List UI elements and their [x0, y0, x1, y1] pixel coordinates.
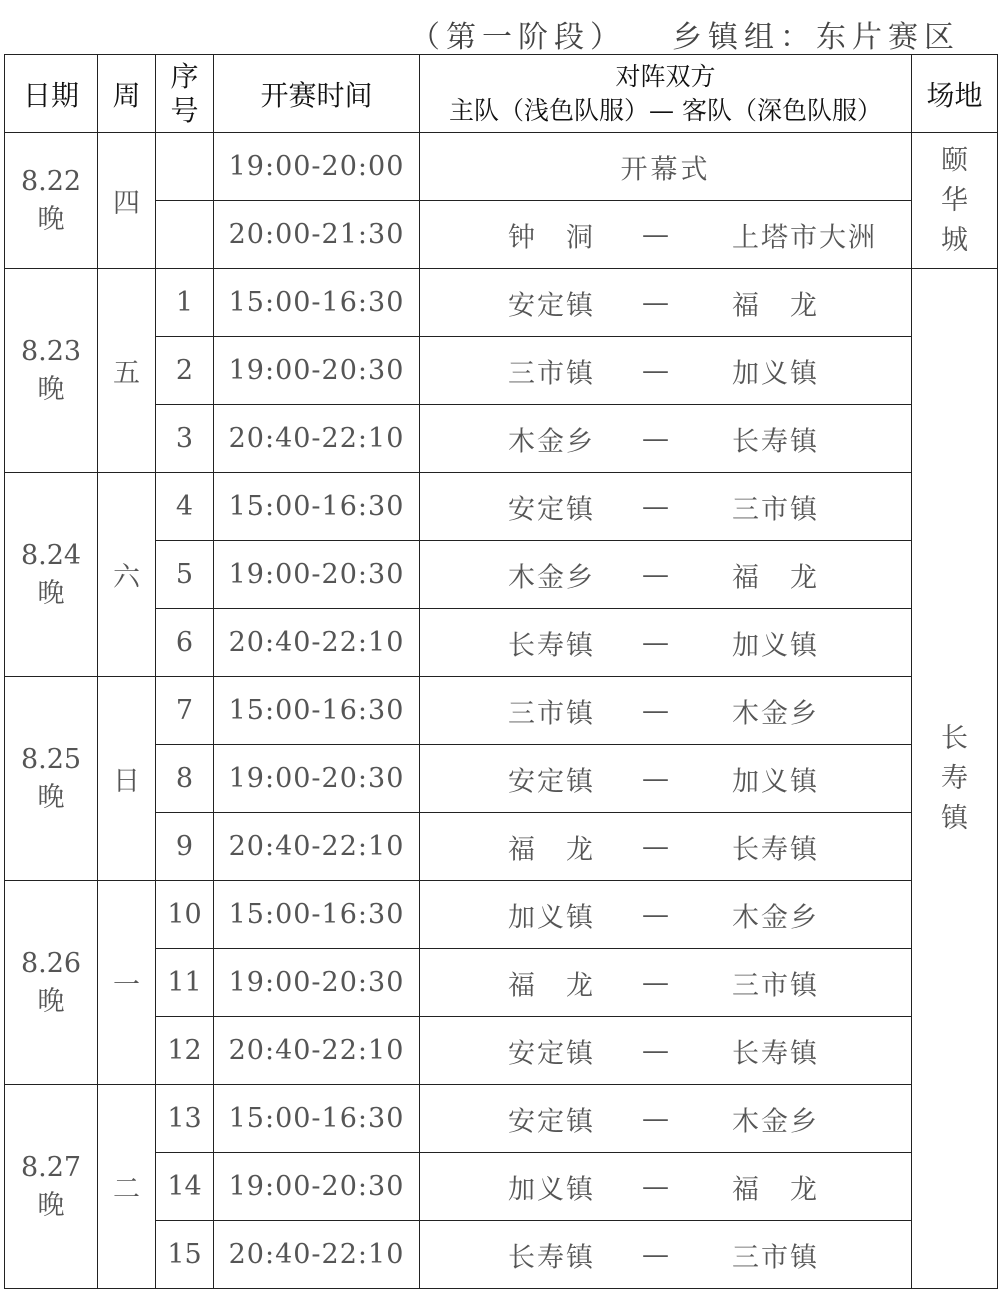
seq-cell: 3 [156, 405, 214, 473]
versus-dash: — [642, 559, 669, 590]
matchup-cell [420, 405, 912, 473]
time-cell: 19:00-20:30 [214, 541, 420, 609]
home-team: 加义镇 [508, 1174, 595, 1205]
away-team: 长寿镇 [732, 834, 819, 865]
group-label: 乡镇组：东片赛区 [672, 20, 960, 55]
away-team: 三市镇 [732, 494, 819, 525]
seq-cell: 2 [156, 337, 214, 405]
home-team: 福 龙 [508, 970, 595, 1001]
date-cell: 8.26 晚 [5, 881, 98, 1085]
seq-cell [156, 201, 214, 269]
column-header-matchup: 对阵双方 主队（浅色队服）— 客队（深色队服） [420, 55, 912, 133]
seq-cell: 6 [156, 609, 214, 677]
time-cell: 15:00-16:30 [214, 677, 420, 745]
venue-cell: 颐 华 城 [912, 133, 998, 269]
seq-cell: 15 [156, 1221, 214, 1289]
table-row [5, 269, 998, 337]
seq-cell: 7 [156, 677, 214, 745]
away-team: 福 龙 [732, 1174, 819, 1205]
matchup-cell [420, 1017, 912, 1085]
versus-dash: — [642, 287, 669, 318]
stage-label: （第一阶段） [410, 20, 626, 55]
versus-dash: — [642, 627, 669, 658]
home-team: 三市镇 [508, 698, 595, 729]
seq-cell: 12 [156, 1017, 214, 1085]
time-cell: 19:00-20:30 [214, 745, 420, 813]
time-cell: 19:00-20:30 [214, 949, 420, 1017]
away-team: 三市镇 [732, 970, 819, 1001]
seq-cell: 11 [156, 949, 214, 1017]
weekday-cell: 六 [98, 473, 156, 677]
date-cell: 8.24 晚 [5, 473, 98, 677]
weekday-cell: 四 [98, 133, 156, 269]
versus-dash: — [642, 1035, 669, 1066]
matchup-cell [420, 1085, 912, 1153]
time-cell: 19:00-20:30 [214, 337, 420, 405]
versus-dash: — [642, 695, 669, 726]
home-team: 三市镇 [508, 358, 595, 389]
versus-dash: — [642, 1171, 669, 1202]
column-header-week: 周 [98, 55, 156, 133]
time-cell: 20:40-22:10 [214, 813, 420, 881]
matchup-cell [420, 541, 912, 609]
away-team: 长寿镇 [732, 1038, 819, 1069]
away-team: 木金乡 [732, 698, 819, 729]
seq-cell: 10 [156, 881, 214, 949]
column-header-venue: 场地 [912, 55, 998, 133]
table-row [5, 677, 998, 745]
document-title [0, 10, 1000, 54]
away-team: 长寿镇 [732, 426, 819, 457]
versus-dash: — [642, 219, 669, 250]
matchup-cell [420, 1153, 912, 1221]
matchup-cell [420, 1221, 912, 1289]
weekday-cell: 五 [98, 269, 156, 473]
time-cell: 20:00-21:30 [214, 201, 420, 269]
date-cell: 8.25 晚 [5, 677, 98, 881]
seq-cell: 5 [156, 541, 214, 609]
date-cell: 8.22 晚 [5, 133, 98, 269]
time-cell: 20:40-22:10 [214, 405, 420, 473]
home-team: 安定镇 [508, 290, 595, 321]
matchup-cell [420, 133, 912, 201]
matchup-cell [420, 677, 912, 745]
versus-dash: — [642, 967, 669, 998]
time-cell: 20:40-22:10 [214, 1221, 420, 1289]
seq-cell: 1 [156, 269, 214, 337]
home-team: 加义镇 [508, 902, 595, 933]
column-header-time: 开赛时间 [214, 55, 420, 133]
matchup-cell [420, 881, 912, 949]
away-team: 上塔市大洲 [732, 222, 877, 253]
time-cell: 15:00-16:30 [214, 269, 420, 337]
venue-cell: 长 寿 镇 [912, 269, 998, 1289]
matchup-cell [420, 269, 912, 337]
away-team: 福 龙 [732, 290, 819, 321]
weekday-cell: 一 [98, 881, 156, 1085]
versus-dash: — [642, 1239, 669, 1270]
home-team: 安定镇 [508, 1038, 595, 1069]
time-cell: 19:00-20:30 [214, 1153, 420, 1221]
column-header-seq: 序 号 [156, 55, 214, 133]
versus-dash: — [642, 355, 669, 386]
seq-cell: 9 [156, 813, 214, 881]
home-team: 长寿镇 [508, 1242, 595, 1273]
time-cell: 15:00-16:30 [214, 473, 420, 541]
away-team: 加义镇 [732, 766, 819, 797]
home-team: 安定镇 [508, 766, 595, 797]
weekday-cell: 二 [98, 1085, 156, 1289]
home-team: 木金乡 [508, 562, 595, 593]
weekday-cell: 日 [98, 677, 156, 881]
schedule-table [4, 54, 998, 1289]
away-team: 加义镇 [732, 630, 819, 661]
versus-dash: — [642, 763, 669, 794]
date-cell: 8.23 晚 [5, 269, 98, 473]
versus-dash: — [642, 491, 669, 522]
matchup-cell [420, 473, 912, 541]
column-header-date: 日期 [5, 55, 98, 133]
away-team: 木金乡 [732, 902, 819, 933]
table-row [5, 1085, 998, 1153]
away-team: 福 龙 [732, 562, 819, 593]
home-team: 安定镇 [508, 1106, 595, 1137]
home-team: 安定镇 [508, 494, 595, 525]
versus-dash: — [642, 1103, 669, 1134]
home-team: 福 龙 [508, 834, 595, 865]
seq-cell [156, 133, 214, 201]
home-team: 长寿镇 [508, 630, 595, 661]
home-team: 钟 洞 [508, 222, 595, 253]
time-cell: 20:40-22:10 [214, 609, 420, 677]
time-cell: 15:00-16:30 [214, 881, 420, 949]
matchup-cell [420, 337, 912, 405]
event-label: 开幕式 [620, 154, 711, 185]
seq-cell: 14 [156, 1153, 214, 1221]
home-team: 木金乡 [508, 426, 595, 457]
matchup-cell [420, 949, 912, 1017]
table-row [5, 133, 998, 201]
matchup-cell [420, 609, 912, 677]
versus-dash: — [642, 899, 669, 930]
header-row [5, 55, 998, 133]
matchup-cell [420, 201, 912, 269]
table-row [5, 881, 998, 949]
matchup-cell [420, 745, 912, 813]
away-team: 三市镇 [732, 1242, 819, 1273]
away-team: 加义镇 [732, 358, 819, 389]
away-team: 木金乡 [732, 1106, 819, 1137]
time-cell: 20:40-22:10 [214, 1017, 420, 1085]
matchup-cell [420, 813, 912, 881]
seq-cell: 4 [156, 473, 214, 541]
versus-dash: — [642, 423, 669, 454]
date-cell: 8.27 晚 [5, 1085, 98, 1289]
time-cell: 15:00-16:30 [214, 1085, 420, 1153]
time-cell: 19:00-20:00 [214, 133, 420, 201]
versus-dash: — [642, 831, 669, 862]
seq-cell: 13 [156, 1085, 214, 1153]
table-row [5, 473, 998, 541]
seq-cell: 8 [156, 745, 214, 813]
